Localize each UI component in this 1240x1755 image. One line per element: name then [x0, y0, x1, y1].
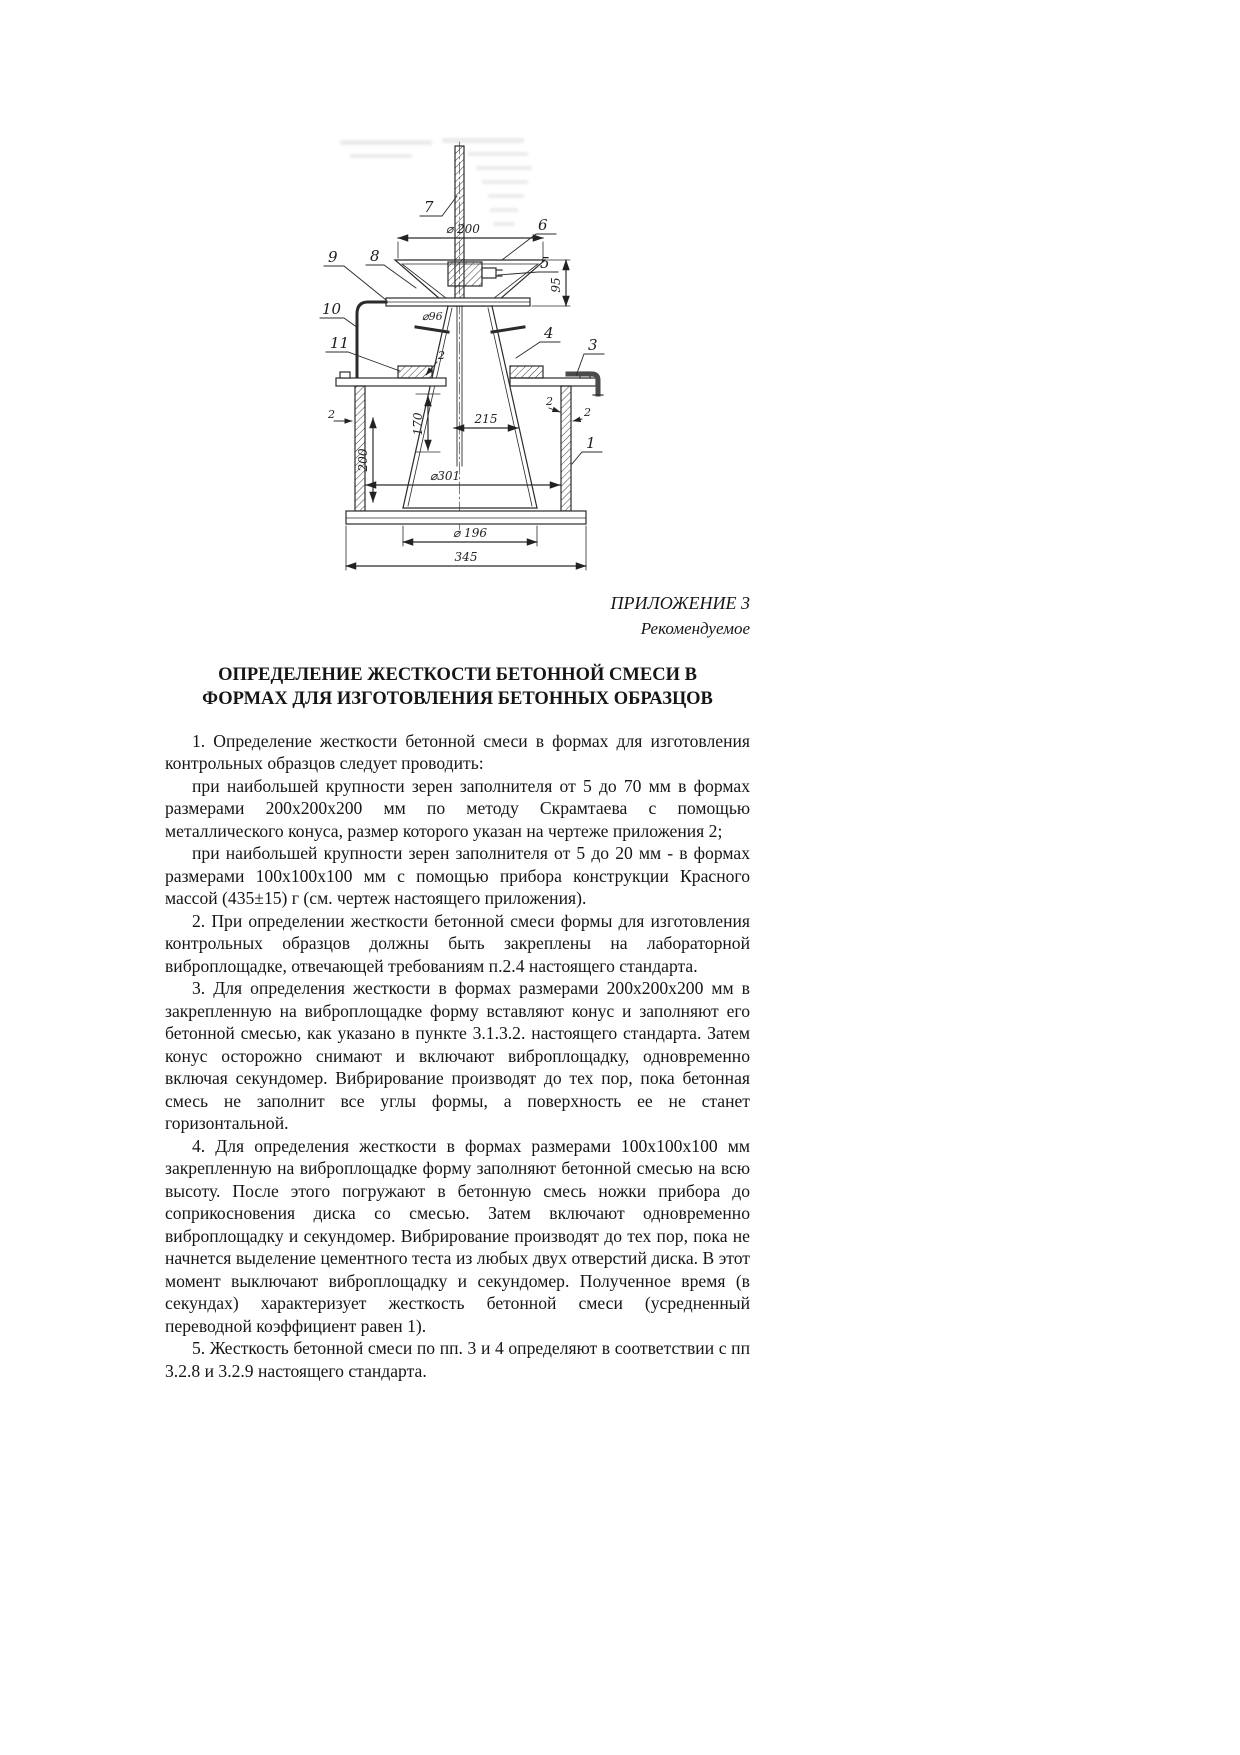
callout-11	[326, 334, 400, 371]
dim-215	[454, 412, 518, 428]
svg-text:8: 8	[370, 247, 380, 265]
callout-4	[516, 324, 560, 358]
callout-10	[320, 300, 358, 328]
dim-170	[411, 394, 440, 452]
callout-1	[572, 434, 602, 464]
callout-8	[366, 247, 416, 288]
paragraph-1b: при наибольшей крупности зерен заполнителя от 5 до 20 мм - в формах размерами 100х100х100 мм с помощью прибора конструкции Красного массой (435±15) г (см. чертеж настоящего приложения).	[165, 843, 750, 909]
paragraph-1a: при наибольшей крупности зерен заполнителя от 5 до 70 мм в формах размерами 200х200х200 мм по методу Скрамтаева с помощью металлического конуса, размер которого указан на чертеже приложения 2;	[165, 775, 750, 841]
dim-text-215: 215	[474, 412, 498, 426]
paragraph-4: 4. Для определения жесткости в формах размерами 100х100х100 мм закрепленную на виброплощадке форму заполняют бетонной смесью на всю высоту. После этого погружают в бетонную смесь ножки прибора до соприкосновения диска со смесью. Затем включают одновременно виброплощадку и секундомер. Вибрирование производят до тех пор, пока не начнется выделение цементного теста из любых двух отверстий диска. В этот момент выключают виброплощадку и секундомер. Полученное время (в секундах) характеризует жесткость бетонной смеси (усредненный переводной коэффициент равен 1).	[165, 1135, 750, 1336]
dim-text-96: ⌀96	[422, 310, 443, 323]
svg-text:2: 2	[546, 395, 553, 408]
svg-text:2: 2	[328, 408, 335, 421]
dim-wall-2-right-top	[545, 395, 560, 412]
form-flanges	[336, 366, 596, 386]
svg-text:11: 11	[330, 334, 350, 352]
svg-text:5: 5	[540, 254, 550, 272]
dim-wall-2-left	[327, 408, 352, 421]
dim-text-200-left: 200	[356, 448, 370, 472]
document-title	[165, 663, 750, 712]
paragraph-3: 3. Для определения жесткости в формах размерами 200х200х200 мм в закрепленную на виброплощадке форму вставляют конус и заполняют его бетонной смесью, как указано в пункте 3.1.3.2. настоящего стандарта. Затем конус осторожно снимают и включают виброплощадку, одновременно включая секундомер. Вибрирование производят до тех пор, пока бетонная смесь не заполнит все углы формы, а поверхность ее не станет горизонтальной.	[165, 978, 750, 1134]
dim-top-diameter	[398, 222, 543, 258]
dim-wall-2-right	[573, 406, 591, 421]
title-line-2: ФОРМАХ ДЛЯ ИЗГОТОВЛЕНИЯ БЕТОННЫХ ОБРАЗЦОВ	[202, 689, 713, 710]
appendix-label: ПРИЛОЖЕНИЕ 3	[610, 593, 750, 613]
paragraph-5: 5. Жесткость бетонной смеси по пп. 3 и 4 определяют в соответствии с пп 3.2.8 и 3.2.9 настоящего стандарта.	[165, 1338, 750, 1381]
dim-196	[403, 526, 537, 546]
svg-text:9: 9	[328, 248, 338, 266]
svg-text:1: 1	[586, 434, 596, 452]
svg-text:2: 2	[584, 406, 591, 419]
callout-3	[576, 336, 604, 376]
svg-text:3: 3	[588, 336, 598, 354]
cone	[403, 306, 537, 508]
paragraph-1: 1. Определение жесткости бетонной смеси в формах для изготовления контрольных образцов следует проводить:	[165, 730, 750, 774]
paragraph-2: 2. При определении жесткости бетонной смеси формы для изготовления контрольных образцов должны быть закреплены на лабораторной виброплощадке, отвечающей требованиям п.2.4 настоящего стандарта.	[165, 910, 750, 976]
dim-text-301: ⌀301	[430, 469, 461, 483]
svg-text:7: 7	[424, 198, 434, 216]
title-line-1: ОПРЕДЕЛЕНИЕ ЖЕСТКОСТИ БЕТОННОЙ СМЕСИ В	[218, 664, 697, 685]
dim-text-196: ⌀ 196	[453, 526, 487, 540]
base-plate	[346, 511, 586, 524]
appendix-note: Рекомендуемое	[640, 618, 750, 638]
rod-clamp	[448, 262, 502, 286]
dim-text-95: 95	[549, 277, 563, 293]
callout-7	[420, 196, 457, 216]
svg-text:2: 2	[438, 349, 445, 362]
scan-bleedthrough-noise	[340, 138, 532, 226]
apparatus-cross-section	[318, 128, 618, 603]
carry-handle	[357, 302, 386, 376]
technical-drawing	[318, 128, 618, 603]
svg-text:6: 6	[538, 216, 548, 234]
mounting-plate	[386, 298, 530, 306]
dim-text-170: 170	[411, 412, 425, 436]
svg-text:10: 10	[322, 300, 342, 318]
dim-text-200-top: ⌀ 200	[446, 222, 480, 236]
svg-text:4: 4	[544, 324, 554, 342]
dim-text-345: 345	[454, 550, 478, 564]
form-walls	[355, 386, 571, 511]
document-body	[165, 592, 750, 1382]
